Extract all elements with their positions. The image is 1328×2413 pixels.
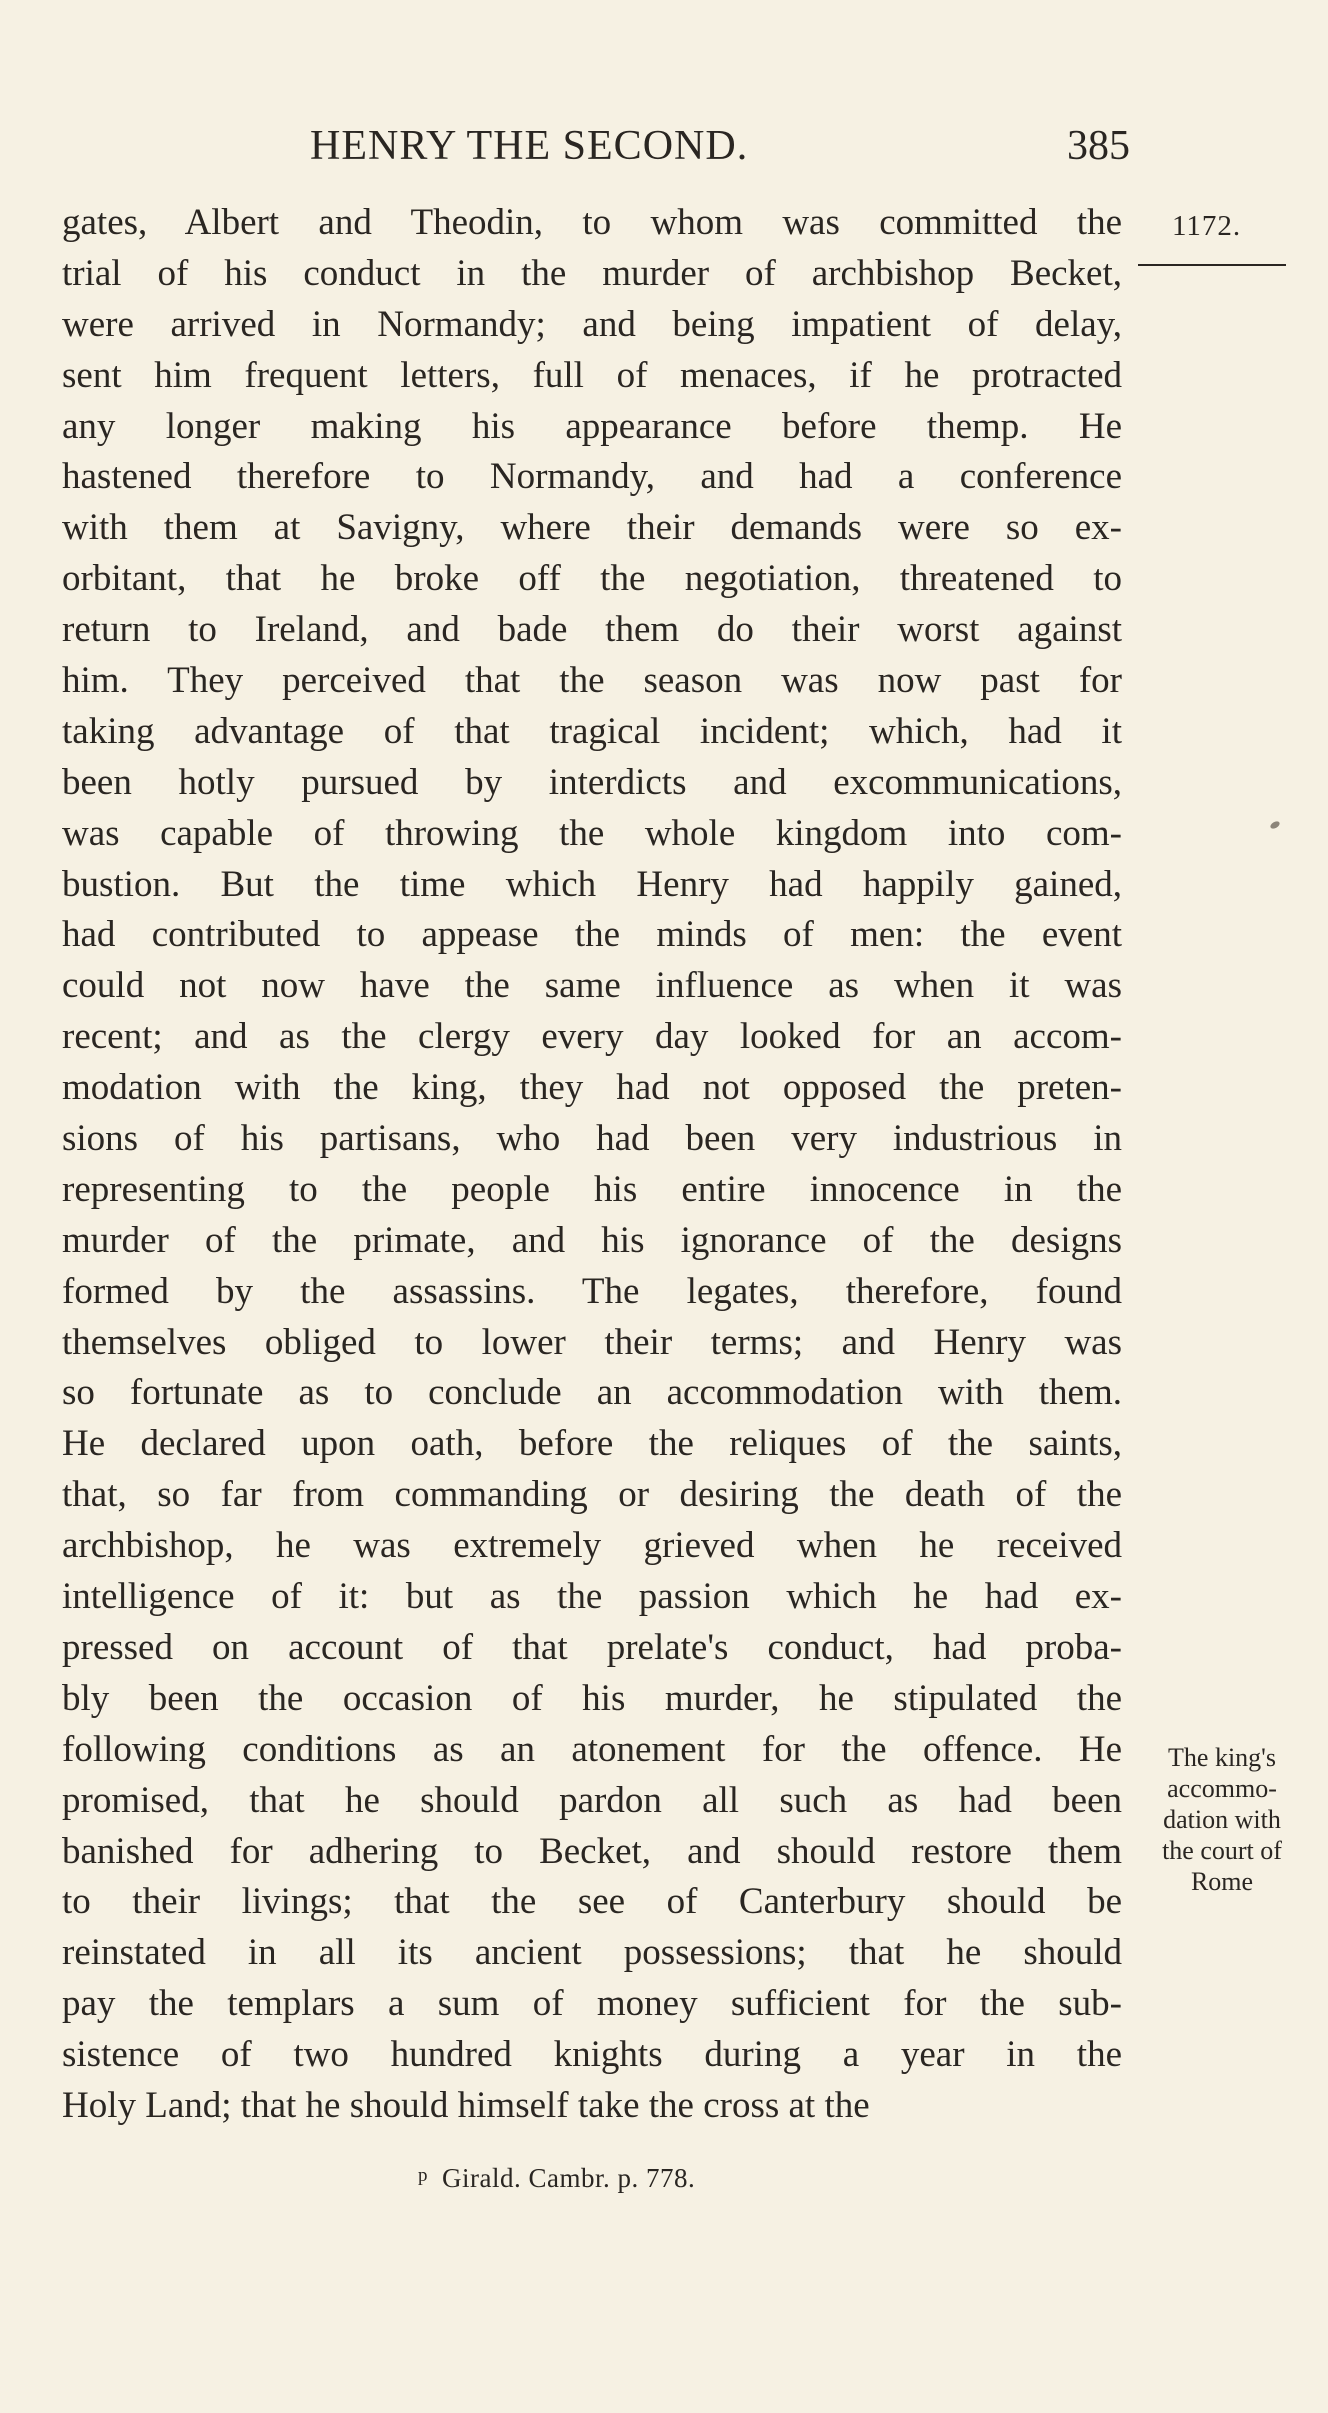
text-line: taking advantage of that tragical incident; which, had it: [62, 710, 1122, 752]
margin-year: 1172.: [1172, 210, 1242, 242]
margin-note-line: accommo-: [1167, 1774, 1277, 1803]
text-line: intelligence of it: but as the passion which he had ex-: [62, 1576, 1122, 1618]
text-line: murder of the primate, and his ignorance of the designs: [62, 1219, 1122, 1261]
text-line: orbitant, that he broke off the negotiation, threatened to: [62, 558, 1122, 600]
text-line: hastened therefore to Normandy, and had a conference: [62, 456, 1122, 498]
page-number: 385: [1067, 123, 1130, 169]
margin-year-rule: [1138, 264, 1286, 266]
text-line: pay the templars a sum of money sufficient for the sub-: [62, 1983, 1122, 2025]
text-line: return to Ireland, and bade them do their worst against: [62, 609, 1122, 651]
running-title: HENRY THE SECOND.: [310, 123, 749, 169]
footnote: [418, 2156, 695, 2198]
text-line: that, so far from commanding or desiring the death of the: [62, 1474, 1122, 1516]
running-head: [310, 118, 1130, 174]
text-line: modation with the king, they had not opposed the preten-: [62, 1067, 1122, 1109]
body-text: [62, 198, 1122, 2132]
text-line: him. They perceived that the season was now past for: [62, 660, 1122, 702]
text-line: themselves obliged to lower their terms; and Henry was: [62, 1321, 1122, 1363]
text-line: been hotly pursued by interdicts and excommunications,: [62, 761, 1122, 803]
text-line: were arrived in Normandy; and being impatient of delay,: [62, 303, 1122, 345]
text-line: pressed on account of that prelate's conduct, had proba-: [62, 1626, 1122, 1668]
text-line: formed by the assassins. The legates, therefore, found: [62, 1270, 1122, 1312]
text-line: archbishop, he was extremely grieved when he received: [62, 1525, 1122, 1567]
text-line: following conditions as an atonement for the offence. He: [62, 1728, 1122, 1770]
text-line: bustion. But the time which Henry had happily gained,: [62, 863, 1122, 905]
text-line: trial of his conduct in the murder of archbishop Becket,: [62, 252, 1122, 294]
margin-note-line: The king's: [1168, 1743, 1276, 1772]
text-line: representing to the people his entire innocence in the: [62, 1168, 1122, 1210]
footnote-mark: p: [418, 2165, 428, 2186]
margin-note-line: Rome: [1190, 1867, 1254, 1896]
text-line: banished for adhering to Becket, and should restore them: [62, 1830, 1122, 1872]
ink-speck: [1269, 820, 1281, 830]
text-line: had contributed to appease the minds of men: the event: [62, 914, 1122, 956]
text-line: so fortunate as to conclude an accommodation with them.: [62, 1372, 1122, 1414]
footnote-text: Girald. Cambr. p. 778.: [442, 2163, 696, 2193]
text-line: He declared upon oath, before the reliques of the saints,: [62, 1423, 1122, 1465]
text-line: sent him frequent letters, full of menaces, if he protracted: [62, 354, 1122, 396]
text-line: was capable of throwing the whole kingdom into com-: [62, 812, 1122, 854]
text-line: reinstated in all its ancient possessions; that he should: [62, 1932, 1122, 1974]
text-line: with them at Savigny, where their demands were so ex-: [62, 507, 1122, 549]
margin-note: [1132, 1742, 1312, 1897]
text-line: Holy Land; that he should himself take the cross at the: [62, 2084, 870, 2126]
text-line: promised, that he should pardon all such as had been: [62, 1779, 1122, 1821]
text-line: any longer making his appearance before themp. He: [62, 405, 1122, 447]
text-line: sistence of two hundred knights during a year in the: [62, 2034, 1122, 2076]
text-line: could not now have the same influence as when it was: [62, 965, 1122, 1007]
text-line: sions of his partisans, who had been very industrious in: [62, 1118, 1122, 1160]
text-line: to their livings; that the see of Canterbury should be: [62, 1881, 1122, 1923]
margin-note-line: dation with: [1163, 1805, 1281, 1834]
margin-note-line: the court of: [1162, 1836, 1282, 1865]
text-line: recent; and as the clergy every day looked for an accom-: [62, 1016, 1122, 1058]
text-line: gates, Albert and Theodin, to whom was committed the: [62, 202, 1122, 243]
text-line: bly been the occasion of his murder, he stipulated the: [62, 1677, 1122, 1719]
